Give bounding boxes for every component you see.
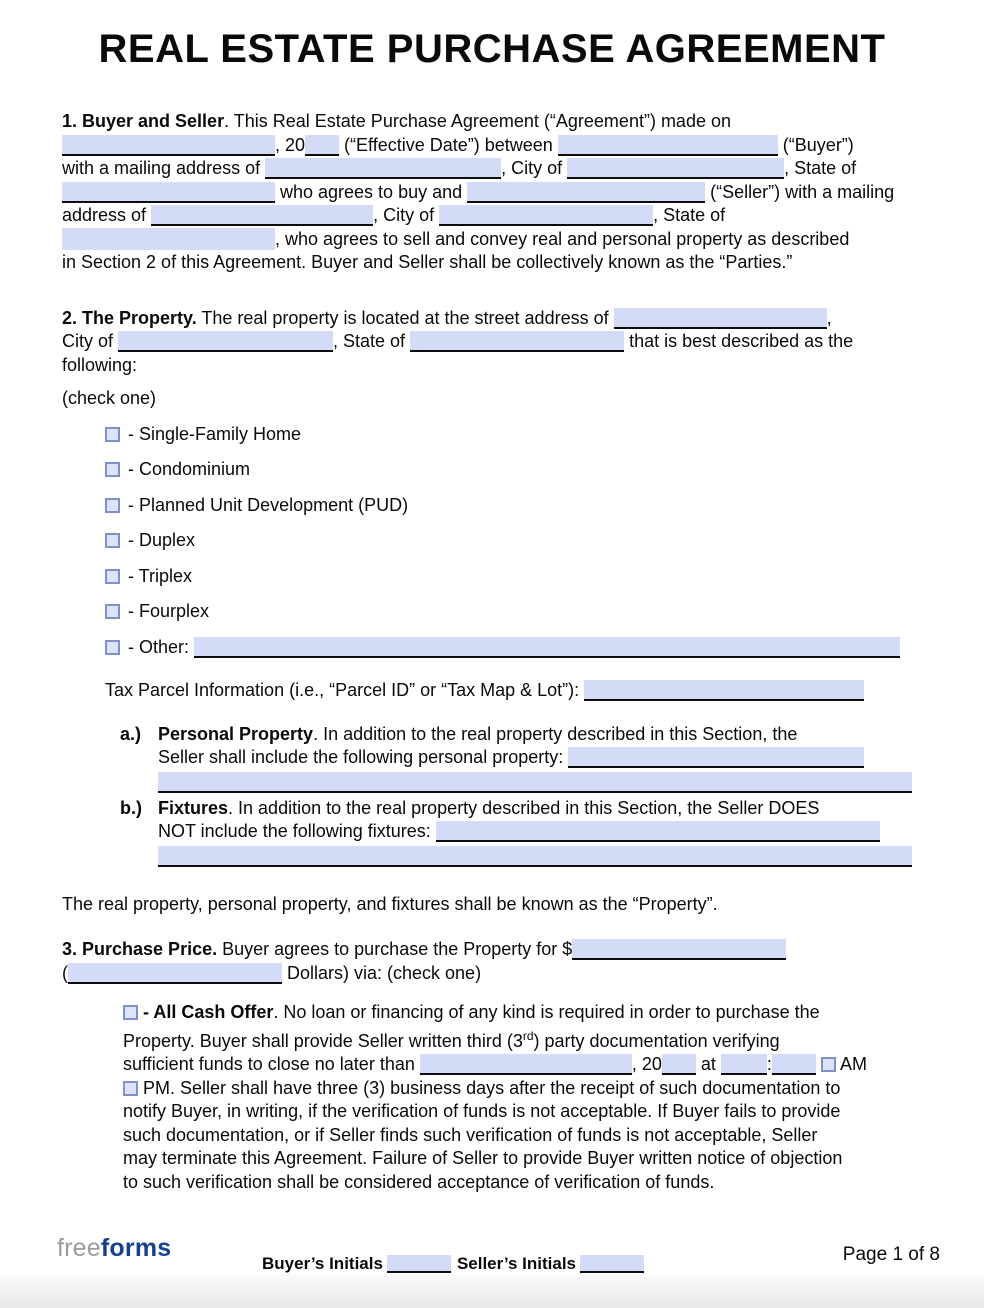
- section-the-property: [62, 307, 922, 378]
- seller-city-field[interactable]: [439, 205, 653, 226]
- property-type-option-single-family-home: [105, 423, 922, 447]
- fixtures-field-line2[interactable]: [158, 846, 912, 867]
- tax-parcel-line: [105, 679, 922, 703]
- text-run: that is best described as the: [624, 331, 854, 351]
- personal-property-field-line2[interactable]: [158, 772, 912, 793]
- page-number: Page 1 of 8: [842, 1244, 940, 1265]
- funds-deadline-hour-field[interactable]: [721, 1054, 767, 1075]
- seller-address-field[interactable]: [151, 205, 373, 226]
- text-run: such documentation, or if Seller finds such verification of funds is not acceptable, Seller: [123, 1124, 818, 1145]
- text-run: , 20: [275, 134, 306, 155]
- text-run: City of: [62, 331, 119, 351]
- all-cash-offer-checkbox[interactable]: [123, 1005, 138, 1020]
- funds-deadline-year-field[interactable]: [662, 1054, 696, 1075]
- text-run: at: [695, 1054, 721, 1074]
- text-run: AM: [835, 1054, 867, 1074]
- initials-row: [262, 1254, 650, 1274]
- property-type-option-other: [105, 636, 922, 660]
- purchase-price-words-field[interactable]: [68, 963, 282, 984]
- text-run: (: [62, 962, 68, 983]
- buyer-name-field[interactable]: [558, 135, 778, 156]
- text-run: to such verification shall be considered acceptance of verification of funds.: [123, 1171, 715, 1192]
- freeforms-logo: [57, 1234, 171, 1263]
- text-run: (“Seller”) with a mailing: [705, 181, 895, 202]
- effective-year-field[interactable]: [305, 135, 339, 156]
- text-run: , State of: [653, 205, 726, 225]
- property-state-field[interactable]: [410, 331, 624, 352]
- property-type-option-planned-unit-development: [105, 494, 922, 518]
- tax-parcel-field[interactable]: [584, 680, 864, 701]
- text-run: Seller shall include the following personal property:: [158, 747, 569, 767]
- personal-property-item: [120, 723, 912, 793]
- text-run: ) party documentation verifying: [533, 1030, 780, 1051]
- checkbox-condominium[interactable]: [105, 462, 120, 477]
- buyer-city-field[interactable]: [567, 158, 784, 179]
- property-type-label-single-family-home: - Single-Family Home: [128, 423, 302, 444]
- property-definition-note: The real property, personal property, and fixtures shall be known as the “Property”.: [62, 893, 718, 914]
- text-run: with a mailing address of: [62, 158, 266, 178]
- text-run: ,: [826, 307, 832, 328]
- text-run: NOT include the following fixtures:: [158, 821, 436, 841]
- text-run: , City of: [373, 205, 440, 225]
- buyers-initials-field[interactable]: [387, 1255, 451, 1273]
- text-run: 3. Purchase Price.: [62, 939, 218, 959]
- text-run: The real property is located at the street address of: [196, 307, 614, 328]
- property-type-label-other: - Other:: [128, 636, 195, 657]
- text-run: following:: [62, 354, 138, 375]
- sellers-initials-label: Seller’s Initials: [456, 1254, 576, 1273]
- page-footer: [0, 1232, 984, 1308]
- property-type-label-planned-unit-development: - Planned Unit Development (PUD): [128, 494, 409, 515]
- logo-free-text: free: [57, 1234, 101, 1262]
- personal-property-text: [158, 724, 864, 768]
- text-run: . In addition to the real property described in this Section, the Seller DOES: [228, 797, 820, 818]
- text-run: in Section 2 of this Agreement. Buyer and Seller shall be collectively known as the “Parties.”: [62, 252, 793, 272]
- text-run: 1. Buyer and Seller: [62, 111, 225, 131]
- property-type-option-triplex: [105, 565, 922, 589]
- text-run: - All Cash Offer: [143, 1002, 274, 1022]
- fixtures-field[interactable]: [436, 821, 880, 842]
- text-run: (“Buyer”): [777, 134, 854, 155]
- checkbox-triplex[interactable]: [105, 569, 120, 584]
- section-purchase-price: [62, 938, 922, 985]
- property-type-option-fourplex: [105, 600, 922, 624]
- seller-state-field[interactable]: [62, 228, 275, 250]
- property-type-label-duplex: - Duplex: [128, 530, 196, 550]
- pm-checkbox[interactable]: [123, 1081, 138, 1096]
- purchase-price-amount-field[interactable]: [572, 939, 786, 960]
- buyer-state-field[interactable]: [62, 182, 275, 203]
- sellers-initials-field[interactable]: [580, 1255, 644, 1273]
- checkbox-single-family-home[interactable]: [105, 427, 120, 442]
- text-run: address of: [62, 205, 152, 225]
- checkbox-other[interactable]: [105, 640, 120, 655]
- text-run: (“Effective Date”) between: [339, 134, 558, 155]
- all-cash-offer-paragraph: [123, 1001, 915, 1194]
- section-buyer-and-seller: [62, 110, 922, 275]
- text-run: , who agrees to sell and convey real and personal property as described: [275, 228, 850, 249]
- text-run: :: [766, 1054, 772, 1074]
- fixtures-item: [120, 797, 912, 867]
- buyer-address-field[interactable]: [265, 158, 501, 179]
- text-run: PM. Seller shall have three (3) business days after the receipt of such documentation to: [138, 1077, 841, 1098]
- text-run: . This Real Estate Purchase Agreement (“Agreement”) made on: [224, 111, 731, 131]
- fixtures-text: [158, 798, 880, 842]
- text-run: Buyer agrees to purchase the Property for $: [217, 939, 573, 959]
- text-run: Tax Parcel Information (i.e., “Parcel ID” or “Tax Map & Lot”):: [105, 680, 585, 700]
- text-run: , City of: [501, 158, 568, 178]
- item-label-b: b.): [120, 797, 142, 818]
- seller-name-field[interactable]: [467, 182, 705, 203]
- text-run: , 20: [631, 1054, 662, 1074]
- text-run: Property. Buyer shall provide Seller written third (3: [123, 1030, 523, 1051]
- item-label-a: a.): [120, 723, 142, 744]
- property-city-field[interactable]: [118, 331, 333, 352]
- property-street-field[interactable]: [614, 308, 827, 329]
- personal-property-field[interactable]: [568, 747, 864, 768]
- funds-deadline-date-field[interactable]: [420, 1054, 632, 1075]
- text-run: , State of: [784, 158, 857, 178]
- buyers-initials-label: Buyer’s Initials: [262, 1254, 383, 1273]
- property-type-option-condominium: [105, 458, 922, 482]
- property-type-list: [105, 423, 922, 660]
- text-run: rd: [522, 1028, 534, 1043]
- logo-forms-text: forms: [100, 1234, 172, 1262]
- property-type-option-duplex: [105, 529, 922, 553]
- property-type-label-fourplex: - Fourplex: [128, 601, 210, 621]
- text-run: . In addition to the real property described in this Section, the: [313, 723, 798, 744]
- check-one-note: (check one): [62, 388, 157, 408]
- am-checkbox[interactable]: [821, 1057, 836, 1072]
- effective-date-field[interactable]: [62, 135, 275, 156]
- funds-deadline-minute-field[interactable]: [772, 1054, 816, 1075]
- property-type-label-condominium: - Condominium: [128, 459, 251, 479]
- checkbox-duplex[interactable]: [105, 533, 120, 548]
- text-run: . No loan or financing of any kind is required in order to purchase the: [273, 1002, 820, 1022]
- page-title: REAL ESTATE PURCHASE AGREEMENT: [98, 27, 886, 71]
- checkbox-planned-unit-development[interactable]: [105, 498, 120, 513]
- text-run: 2. The Property.: [62, 307, 197, 328]
- text-run: Personal Property: [158, 723, 314, 744]
- text-run: Dollars) via: (check one): [282, 962, 482, 983]
- text-run: may terminate this Agreement. Failure of Seller to provide Buyer written notice of objection: [123, 1148, 843, 1168]
- checkbox-fourplex[interactable]: [105, 604, 120, 619]
- text-run: , State of: [333, 331, 411, 351]
- text-run: Fixtures: [158, 797, 229, 818]
- page-bottom-shade: [0, 1274, 984, 1308]
- property-type-label-triplex: - Triplex: [128, 565, 193, 586]
- text-run: sufficient funds to close no later than: [123, 1054, 420, 1074]
- text-run: who agrees to buy and: [275, 181, 468, 202]
- other-description-field[interactable]: [194, 637, 900, 658]
- text-run: notify Buyer, in writing, if the verification of funds is not acceptable. If Buyer fails to provide: [123, 1101, 841, 1121]
